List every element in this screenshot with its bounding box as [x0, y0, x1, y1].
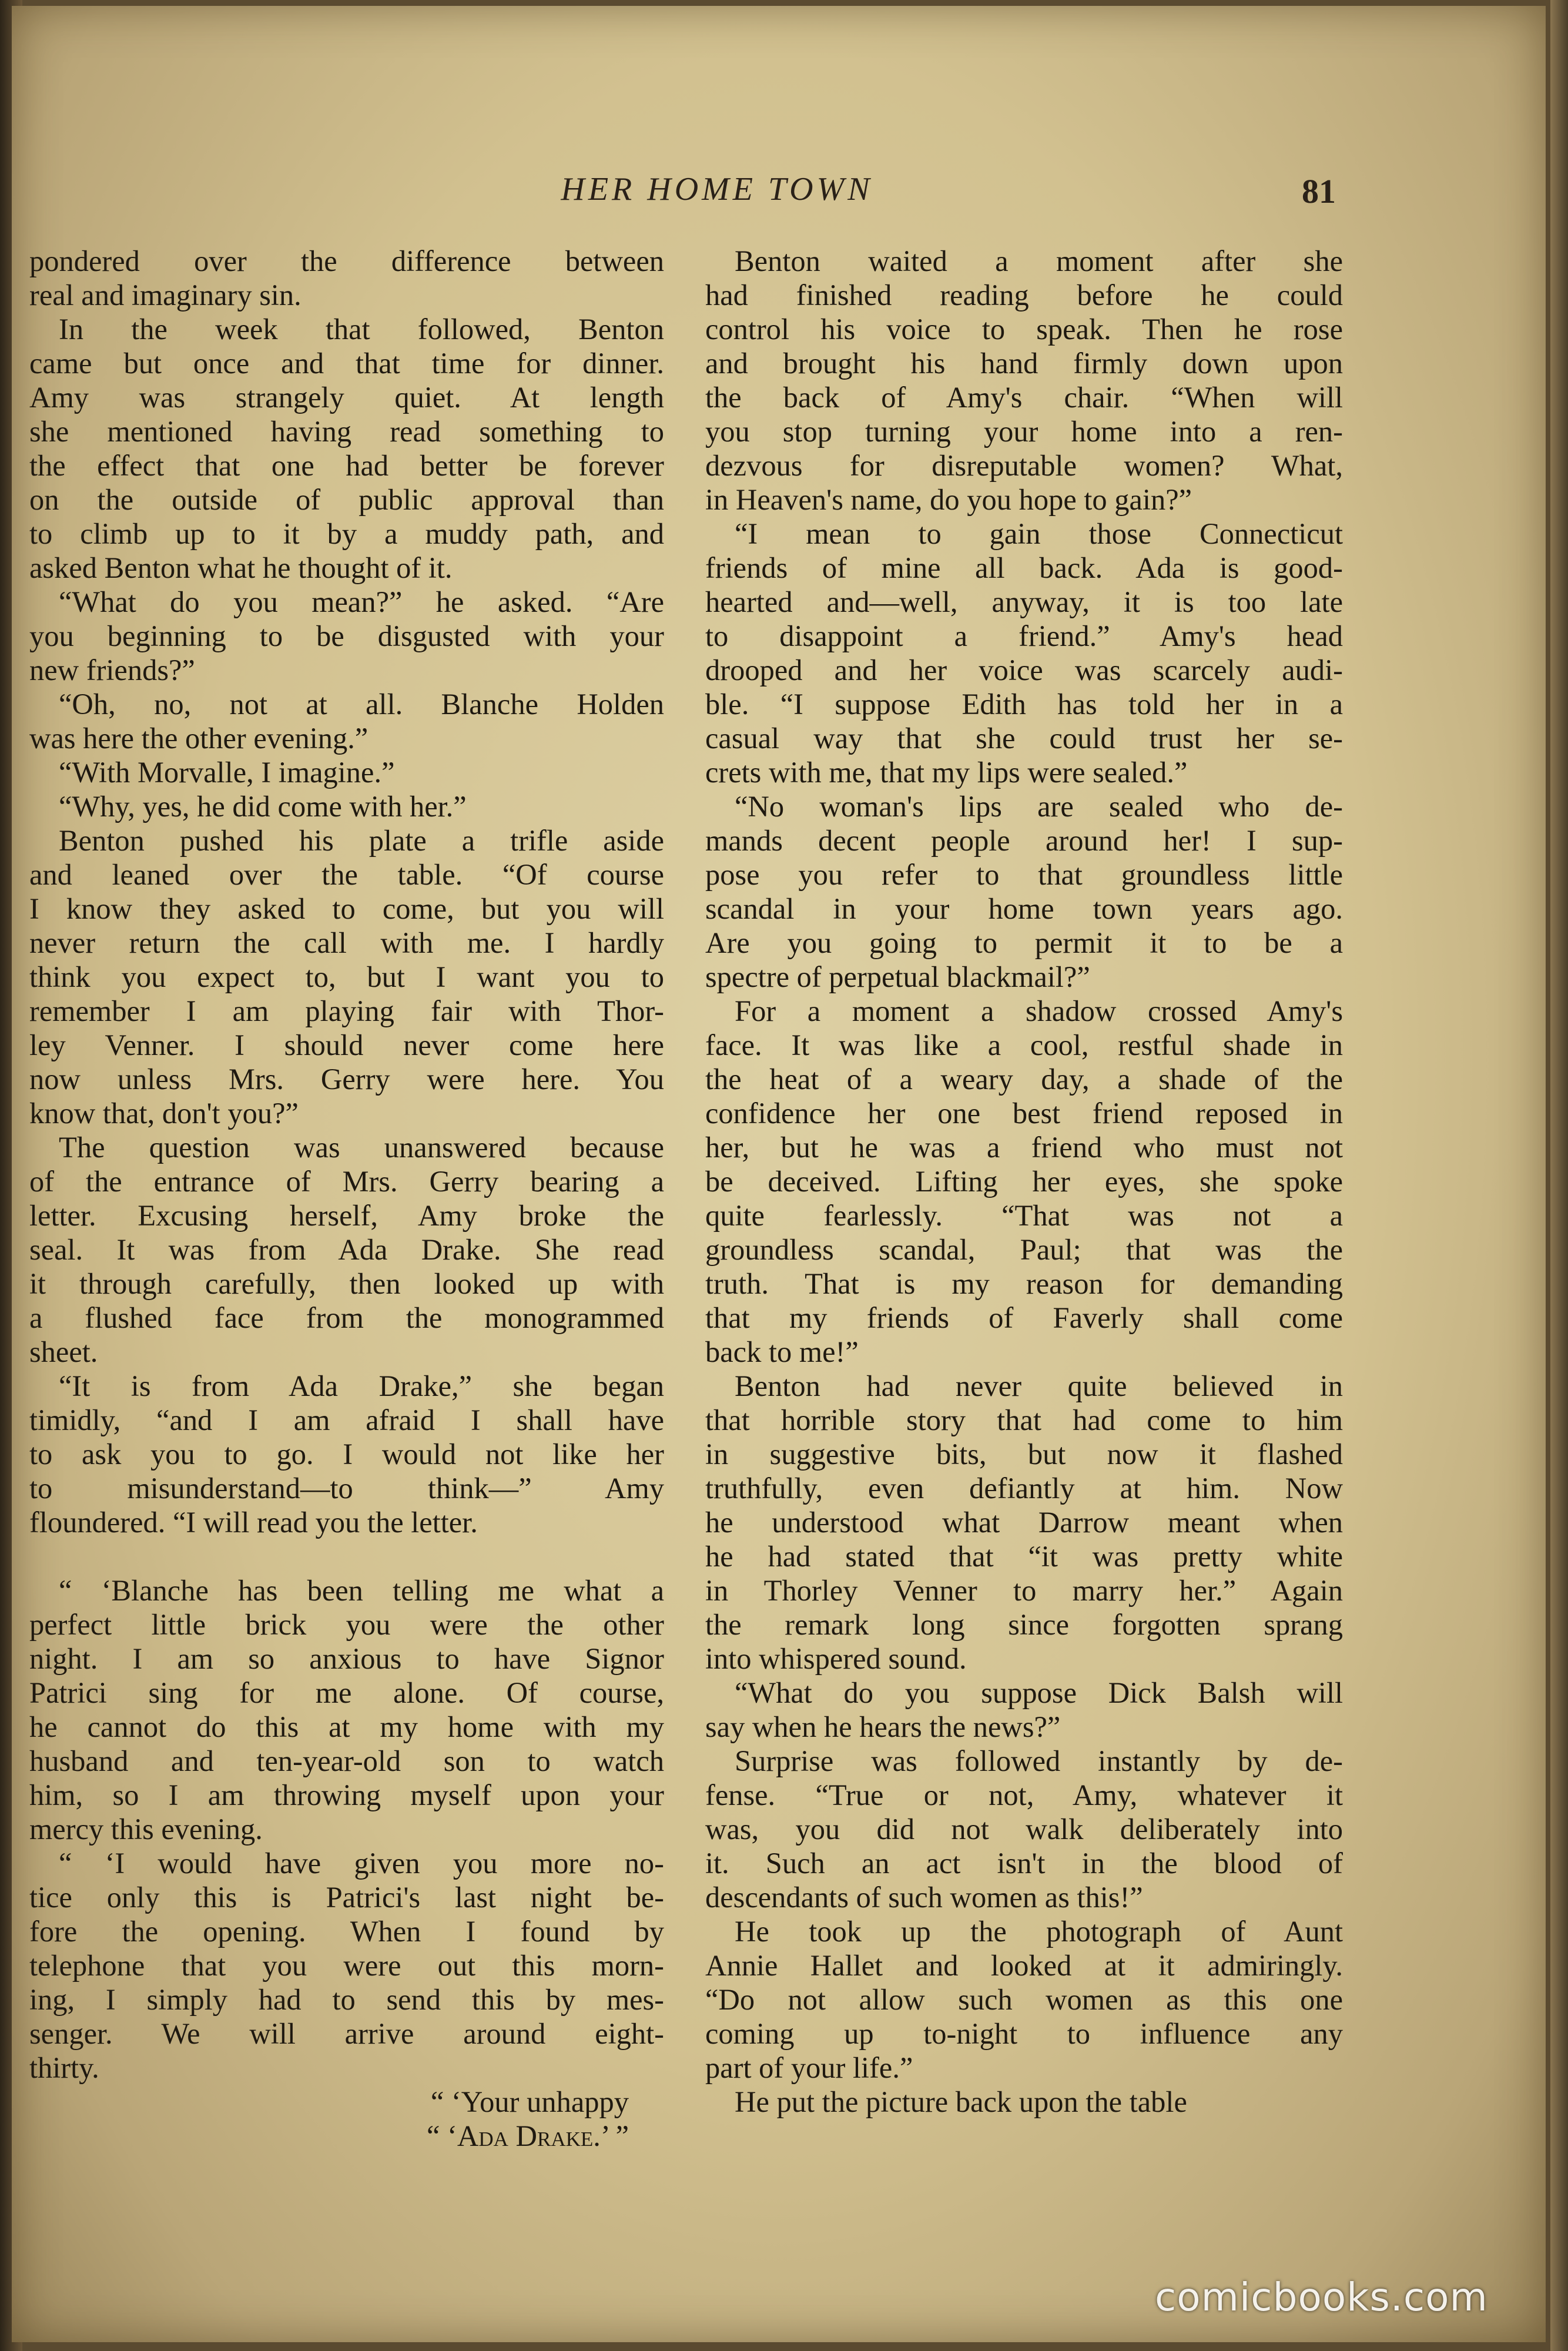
- text-line: spectre of perpetual blackmail?”: [705, 960, 1090, 993]
- text-line: night. I am so anxious to have Signor: [29, 1642, 664, 1675]
- text-line: he cannot do this at my home with my: [29, 1710, 664, 1743]
- text-line: He took up the photograph of Aunt: [735, 1915, 1343, 1948]
- watermark: comicbooks.com: [1155, 2275, 1488, 2320]
- text-line: was here the other evening.”: [29, 722, 368, 755]
- text-line: in Thorley Venner to marry her.” Again: [705, 1574, 1343, 1607]
- text-line: part of your life.”: [705, 2051, 913, 2084]
- text-line: confidence her one best friend reposed in: [705, 1097, 1343, 1130]
- text-line: timidly, “and I am afraid I shall have: [29, 1404, 664, 1436]
- text-line: “Do not allow such women as this one: [705, 1983, 1343, 2016]
- text-line: drooped and her voice was scarcely audi-: [705, 654, 1343, 686]
- text-line: face. It was like a cool, restful shade in: [705, 1029, 1343, 1061]
- text-line: thirty.: [29, 2051, 99, 2084]
- text-line: back to me!”: [705, 1335, 859, 1368]
- text-line: to ask you to go. I would not like her: [29, 1438, 664, 1471]
- text-line: say when he hears the news?”: [705, 1710, 1061, 1743]
- text-line: came but once and that time for dinner.: [29, 347, 664, 380]
- text-line: mands decent people around her! I sup-: [705, 824, 1343, 857]
- page-right-edge: [1550, 0, 1568, 2351]
- text-line: in suggestive bits, but now it flashed: [705, 1438, 1343, 1471]
- text-line: you stop turning your home into a ren-: [705, 415, 1343, 448]
- text-line: and leaned over the table. “Of course: [29, 858, 664, 891]
- text-line: in Heaven's name, do you hope to gain?”: [705, 483, 1192, 516]
- text-line: husband and ten-year-old son to watch: [29, 1744, 664, 1777]
- text-line: be deceived. Lifting her eyes, she spoke: [705, 1165, 1343, 1198]
- text-line: tice only this is Patrici's last night be-: [29, 1881, 664, 1914]
- text-line: you beginning to be disgusted with your: [29, 619, 664, 652]
- text-line: the back of Amy's chair. “When will: [705, 381, 1343, 414]
- text-line: “What do you suppose Dick Balsh will: [735, 1676, 1343, 1709]
- text-line: the heat of a weary day, a shade of the: [705, 1063, 1343, 1096]
- text-line: the remark long since forgotten sprang: [705, 1608, 1343, 1641]
- text-line: asked Benton what he thought of it.: [29, 551, 453, 584]
- text-line: “ ‘Blanche has been telling me what a: [59, 1574, 664, 1607]
- text-line: “No woman's lips are sealed who de-: [735, 790, 1343, 823]
- text-line: had finished reading before he could: [705, 279, 1343, 312]
- text-line: control his voice to speak. Then he rose: [705, 313, 1343, 346]
- text-line: “With Morvalle, I imagine.”: [59, 756, 395, 789]
- text-line: to climb up to it by a muddy path, and: [29, 517, 664, 550]
- paragraph-gap: [29, 1539, 664, 1573]
- text-line: to disappoint a friend.” Amy's head: [705, 619, 1343, 652]
- text-line: and brought his hand firmly down upon: [705, 347, 1343, 380]
- text-line: she mentioned having read something to: [29, 415, 664, 448]
- signature-name: “ ‘Ada Drake.’ ”: [427, 2119, 629, 2152]
- text-line: pose you refer to that groundless little: [705, 858, 1343, 891]
- text-line: pondered over the difference between: [29, 245, 664, 277]
- text-line: real and imaginary sin.: [29, 279, 301, 312]
- text-line: that horrible story that had come to him: [705, 1404, 1343, 1436]
- text-line: Patrici sing for me alone. Of course,: [29, 1676, 664, 1709]
- text-line: her, but he was a friend who must not: [705, 1131, 1343, 1164]
- text-line: coming up to-night to influence any: [705, 2017, 1343, 2050]
- signature-line: “ ‘Your unhappy: [430, 2085, 629, 2118]
- text-line: Annie Hallet and looked at it admiringly.: [705, 1949, 1343, 1982]
- text-line: fore the opening. When I found by: [29, 1915, 664, 1948]
- text-line: he understood what Darrow meant when: [705, 1506, 1343, 1539]
- text-line: seal. It was from Ada Drake. She read: [29, 1233, 664, 1266]
- text-line: think you expect to, but I want you to: [29, 960, 664, 993]
- page-number: 81: [1302, 172, 1336, 210]
- text-line: now unless Mrs. Gerry were here. You: [29, 1063, 664, 1096]
- text-line: floundered. “I will read you the letter.: [29, 1506, 478, 1539]
- text-line: crets with me, that my lips were sealed.”: [705, 756, 1188, 789]
- text-line: Surprise was followed instantly by de-: [735, 1744, 1343, 1777]
- text-line: was, you did not walk deliberately into: [705, 1813, 1343, 1846]
- text-line: scandal in your home town years ago.: [705, 892, 1343, 925]
- text-line: For a moment a shadow crossed Amy's: [735, 994, 1343, 1027]
- text-line: “What do you mean?” he asked. “Are: [59, 585, 664, 618]
- text-line: “It is from Ada Drake,” she began: [59, 1369, 664, 1402]
- text-line: ble. “I suppose Edith has told her in a: [705, 688, 1343, 721]
- text-line: Benton had never quite believed in: [735, 1369, 1343, 1402]
- text-line: it. Such an act isn't in the blood of: [705, 1847, 1343, 1880]
- text-line: Amy was strangely quiet. At length: [29, 381, 664, 414]
- text-line: sheet.: [29, 1335, 98, 1368]
- running-head: HER HOME TOWN: [561, 171, 873, 207]
- text-line: ing, I simply had to send this by mes-: [29, 1983, 664, 2016]
- text-line: on the outside of public approval than: [29, 483, 664, 516]
- text-line: fense. “True or not, Amy, whatever it: [705, 1779, 1343, 1811]
- text-line: letter. Excusing herself, Amy broke the: [29, 1199, 664, 1232]
- text-line: He put the picture back upon the table: [735, 2085, 1187, 2118]
- text-line: “Oh, no, not at all. Blanche Holden: [59, 688, 664, 721]
- text-line: into whispered sound.: [705, 1642, 967, 1675]
- right-column: [705, 244, 1343, 2119]
- text-line: casual way that she could trust her se-: [705, 722, 1343, 755]
- text-line: a flushed face from the monogrammed: [29, 1301, 664, 1334]
- text-line: perfect little brick you were the other: [29, 1608, 664, 1641]
- text-line: descendants of such women as this!”: [705, 1881, 1143, 1914]
- text-line: truth. That is my reason for demanding: [705, 1267, 1343, 1300]
- text-line: remember I am playing fair with Thor-: [29, 994, 664, 1027]
- text-line: mercy this evening.: [29, 1813, 263, 1846]
- text-line: never return the call with me. I hardly: [29, 926, 664, 959]
- text-line: I know they asked to come, but you will: [29, 892, 664, 925]
- text-line: The question was unanswered because: [59, 1131, 664, 1164]
- text-line: him, so I am throwing myself upon your: [29, 1779, 664, 1811]
- left-column: [29, 244, 664, 2153]
- text-line: of the entrance of Mrs. Gerry bearing a: [29, 1165, 664, 1198]
- text-line: senger. We will arrive around eight-: [29, 2017, 664, 2050]
- text-line: he had stated that “it was pretty white: [705, 1540, 1343, 1573]
- text-line: “Why, yes, he did come with her.”: [59, 790, 467, 823]
- text-line: groundless scandal, Paul; that was the: [705, 1233, 1343, 1266]
- text-line: that my friends of Faverly shall come: [705, 1301, 1343, 1334]
- text-line: to misunderstand—to think—” Amy: [29, 1472, 664, 1505]
- text-line: “I mean to gain those Connecticut: [735, 517, 1343, 550]
- text-line: it through carefully, then looked up with: [29, 1267, 664, 1300]
- text-line: ley Venner. I should never come here: [29, 1029, 664, 1061]
- text-line: new friends?”: [29, 654, 195, 686]
- text-line: dezvous for disreputable women? What,: [705, 449, 1343, 482]
- text-line: know that, don't you?”: [29, 1097, 299, 1130]
- text-line: the effect that one had better be forever: [29, 449, 664, 482]
- text-line: In the week that followed, Benton: [59, 313, 664, 346]
- text-line: hearted and—well, anyway, it is too late: [705, 585, 1343, 618]
- text-line: “ ‘I would have given you more no-: [59, 1847, 664, 1880]
- text-line: quite fearlessly. “That was not a: [705, 1199, 1343, 1232]
- text-line: Benton pushed his plate a trifle aside: [59, 824, 664, 857]
- text-line: friends of mine all back. Ada is good-: [705, 551, 1343, 584]
- text-line: Are you going to permit it to be a: [705, 926, 1343, 959]
- text-line: truthfully, even defiantly at him. Now: [705, 1472, 1343, 1505]
- text-line: telephone that you were out this morn-: [29, 1949, 664, 1982]
- text-line: Benton waited a moment after she: [735, 245, 1343, 277]
